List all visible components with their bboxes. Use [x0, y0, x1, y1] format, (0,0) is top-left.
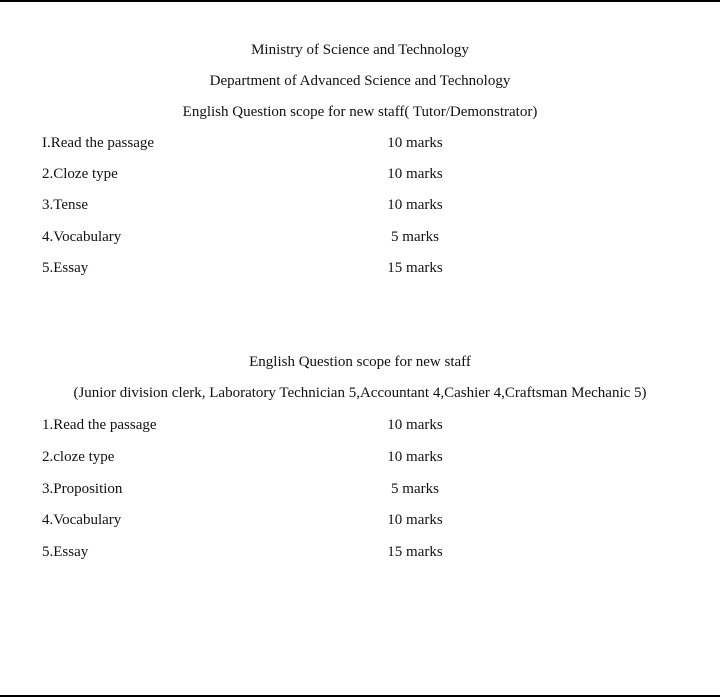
department-heading: Department of Advanced Science and Technology: [209, 73, 511, 89]
section2-item-label: 2.cloze type: [42, 449, 115, 465]
section1-item-marks: 10 marks: [387, 166, 443, 182]
section1-item-marks: 10 marks: [387, 197, 443, 213]
section2-title: English Question scope for new staff: [249, 354, 471, 370]
section1-item-label: 2.Cloze type: [42, 166, 118, 182]
section2-item-marks: 15 marks: [387, 544, 443, 560]
section1-item-label: I.Read the passage: [42, 135, 155, 151]
section2-item-marks: 10 marks: [387, 512, 443, 528]
section1-item-label: 4.Vocabulary: [42, 229, 122, 245]
section1-item-label: 3.Tense: [42, 197, 89, 213]
section1-item-marks: 15 marks: [387, 260, 443, 276]
section1-title: English Question scope for new staff( Tutor/Demonstrator): [182, 104, 538, 120]
section2-subtitle: (Junior division clerk, Laboratory Technician 5,Accountant 4,Cashier 4,Craftsman Mechanic 5): [73, 385, 647, 401]
section2-item-label: 3.Proposition: [42, 481, 123, 497]
section1-item-label: 5.Essay: [42, 260, 89, 276]
section2-item-marks: 10 marks: [387, 449, 443, 465]
section1-item-marks: 5 marks: [391, 229, 439, 245]
ministry-heading: Ministry of Science and Technology: [251, 42, 469, 58]
section1-item-marks: 10 marks: [387, 135, 443, 151]
section2-item-marks: 10 marks: [387, 417, 443, 433]
section2-item-label: 1.Read the passage: [42, 417, 157, 433]
section2-item-label: 4.Vocabulary: [42, 512, 122, 528]
document-page: [0, 2, 720, 695]
section2-item-marks: 5 marks: [391, 481, 439, 497]
section2-item-label: 5.Essay: [42, 544, 89, 560]
